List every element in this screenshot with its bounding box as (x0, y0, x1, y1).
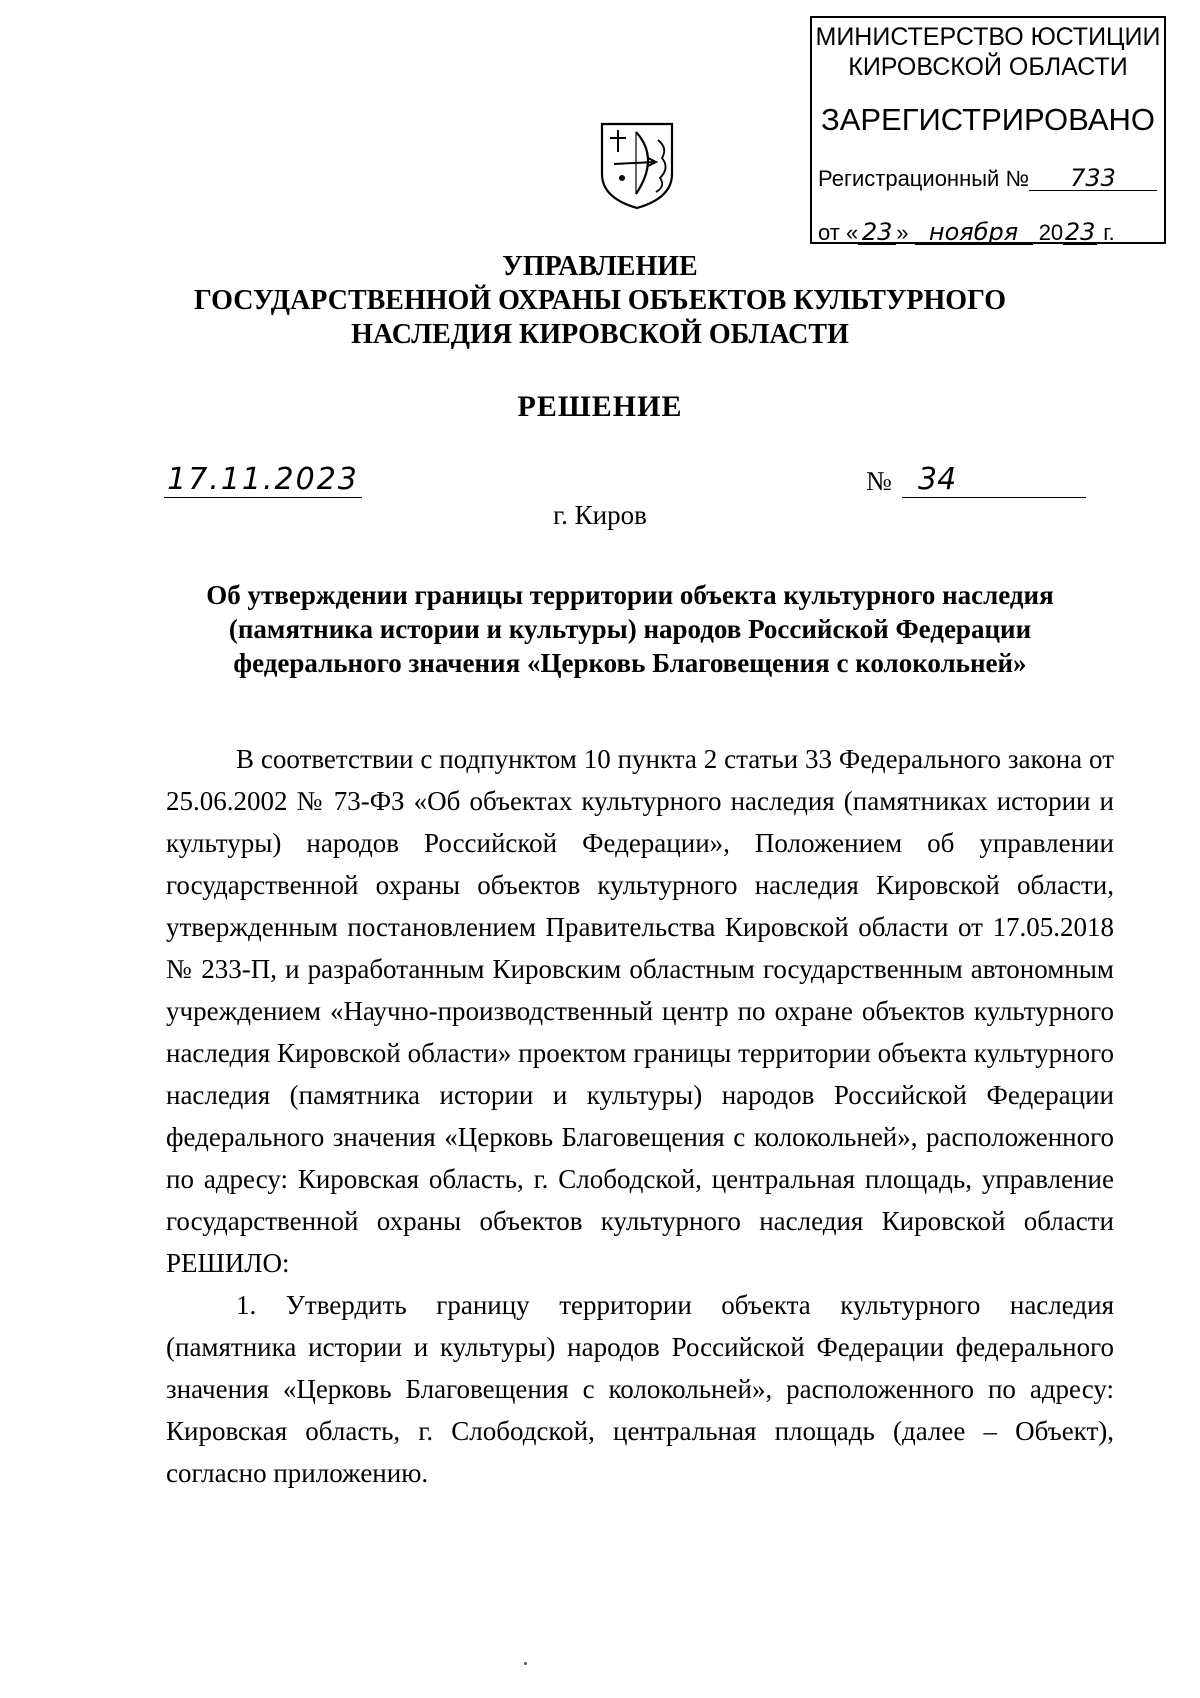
stamp-registration-number-row (818, 166, 1157, 192)
stamp-registration-number: 733 (1029, 166, 1157, 191)
stamp-date-day: 23 (858, 220, 896, 245)
stamp-date-suffix: г. (1103, 220, 1115, 245)
stamp-registration-label: Регистрационный № (818, 166, 1030, 191)
document-number: 34 (902, 463, 1086, 498)
coat-of-arms-icon (596, 118, 678, 212)
paragraph-preamble: В соответствии с подпунктом 10 пункта 2 статьи 33 Федерального закона от 25.06.2002 № 73-ФЗ «Об объектах культурного наследия (памятниках истории и культуры) народов Российской Федерации», Положением об управлении государственной охраны объектов культурного наследия Кировской области, утвержденным постановлением Правительства Кировской области от 17.05.2018 № 233-П, и разработанным Кировским областным государственным автономным учреждением «Научно-производственный центр по охране объектов культурного наследия Кировской области» проектом границы территории объекта культурного наследия (памятника истории и культуры) народов Российской Федерации федерального значения «Церковь Благовещения с колокольней», расположенного по адресу: Кировская область, г. Слободской, центральная площадь, управление государственной охраны объектов культурного наследия Кировской области РЕШИЛО: (166, 744, 1114, 1278)
stamp-date-year: 23 (1064, 218, 1096, 246)
scan-speck (524, 1662, 527, 1665)
stamp-registered-line: ЗАРЕГИСТРИРОВАНО (820, 102, 1155, 137)
header-line-2: ГОСУДАРСТВЕННОЙ ОХРАНЫ ОБЪЕКТОВ КУЛЬТУРНОГО (194, 285, 1006, 316)
stamp-date-month: ноября (915, 220, 1033, 245)
registration-stamp (810, 16, 1166, 244)
document-type-title: РЕШЕНИЕ (517, 390, 683, 423)
document-subject-title: Об утверждении границы территории объекта культурного наследия (памятника истории и культуры) народов Российской Федерации федерального значения «Церковь Благовещения с колокольней» (206, 580, 1054, 678)
document-body (166, 738, 1114, 1494)
stamp-date-row (818, 220, 1115, 246)
stamp-date-mid: » (896, 220, 909, 245)
document-date: 17.11.2023 (164, 463, 362, 498)
stamp-region-line: КИРОВСКОЙ ОБЛАСТИ (848, 53, 1128, 81)
document-city: г. Киров (553, 500, 647, 530)
document-number-label: № (866, 466, 892, 496)
header-line-1: УПРАВЛЕНИЕ (502, 251, 698, 282)
stamp-date-prefix: от « (818, 220, 859, 245)
stamp-date-year-prefix: 20 (1038, 220, 1064, 245)
header-line-3: НАСЛЕДИЯ КИРОВСКОЙ ОБЛАСТИ (351, 319, 849, 350)
paragraph-item-1: 1. Утвердить границу территории объекта культурного наследия (памятника истории и культуры) народов Российской Федерации федерального значения «Церковь Благовещения с колокольней», расположенного по адресу: Кировская область, г. Слободской, центральная площадь (далее – Объект), согласно приложению. (166, 1290, 1114, 1488)
stamp-ministry-line: МИНИСТЕРСТВО ЮСТИЦИИ (815, 23, 1161, 51)
